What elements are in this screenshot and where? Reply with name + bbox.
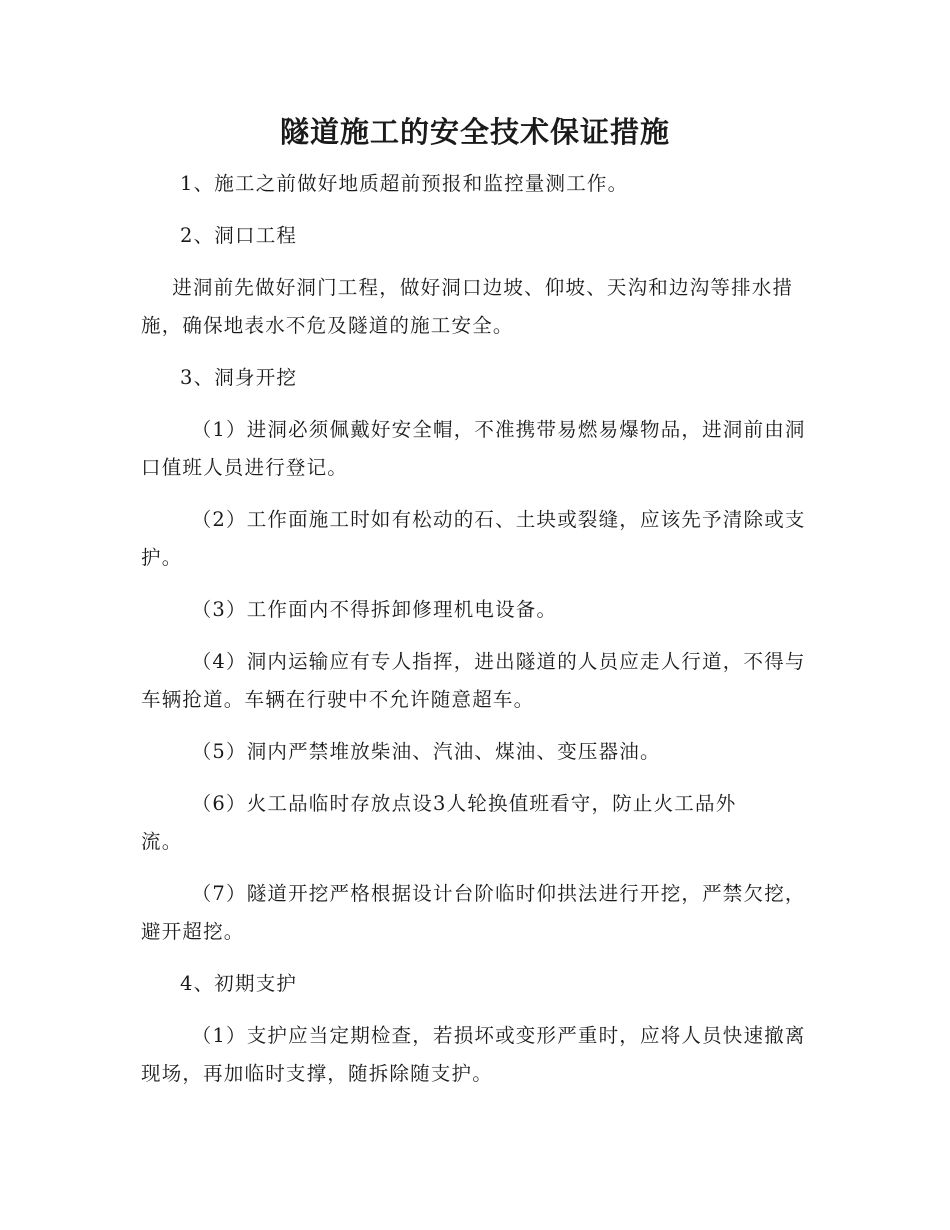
- paragraph-1: 1、施工之前做好地质超前预报和监控量测工作。: [180, 172, 629, 195]
- paragraph-12: 4、初期支护: [180, 972, 298, 995]
- paragraph-7: （3）工作面内不得拆卸修理机电设备。: [191, 598, 558, 621]
- paragraph-9: （5）洞内严禁堆放柴油、汽油、煤油、变压器油。: [191, 740, 661, 763]
- paragraph-13: （1）支护应当定期检查，若损坏或变形严重时，应将人员快速撤离现场，再加临时支撑，随拆除随支护。: [141, 1024, 806, 1085]
- paragraph-5: （1）进洞必须佩戴好安全帽，不准携带易燃易爆物品，进洞前由洞口值班人员进行登记。: [141, 418, 806, 479]
- paragraph-11: （7）隧道开挖严格根据设计台阶临时仰拱法进行开挖，严禁欠挖，避开超挖。: [141, 882, 806, 943]
- paragraph-2: 2、洞口工程: [180, 224, 298, 247]
- paragraph-4: 3、洞身开挖: [180, 366, 298, 389]
- document-title: 隧道施工的安全技术保证措施: [279, 115, 670, 149]
- paragraph-3: 进洞前先做好洞门工程，做好洞口边坡、仰坡、天沟和边沟等排水措施，确保地表水不危及隧道的施工安全。: [141, 276, 794, 337]
- paragraph-10: （6）火工品临时存放点设3人轮换值班看守，防止火工品外流。: [141, 792, 737, 853]
- paragraph-8: （4）洞内运输应有专人指挥，进出隧道的人员应走人行道，不得与车辆抢道。车辆在行驶中不允许随意超车。: [141, 650, 806, 711]
- paragraph-6: （2）工作面施工时如有松动的石、土块或裂缝，应该先予清除或支护。: [141, 508, 806, 569]
- document-body: [141, 165, 806, 1107]
